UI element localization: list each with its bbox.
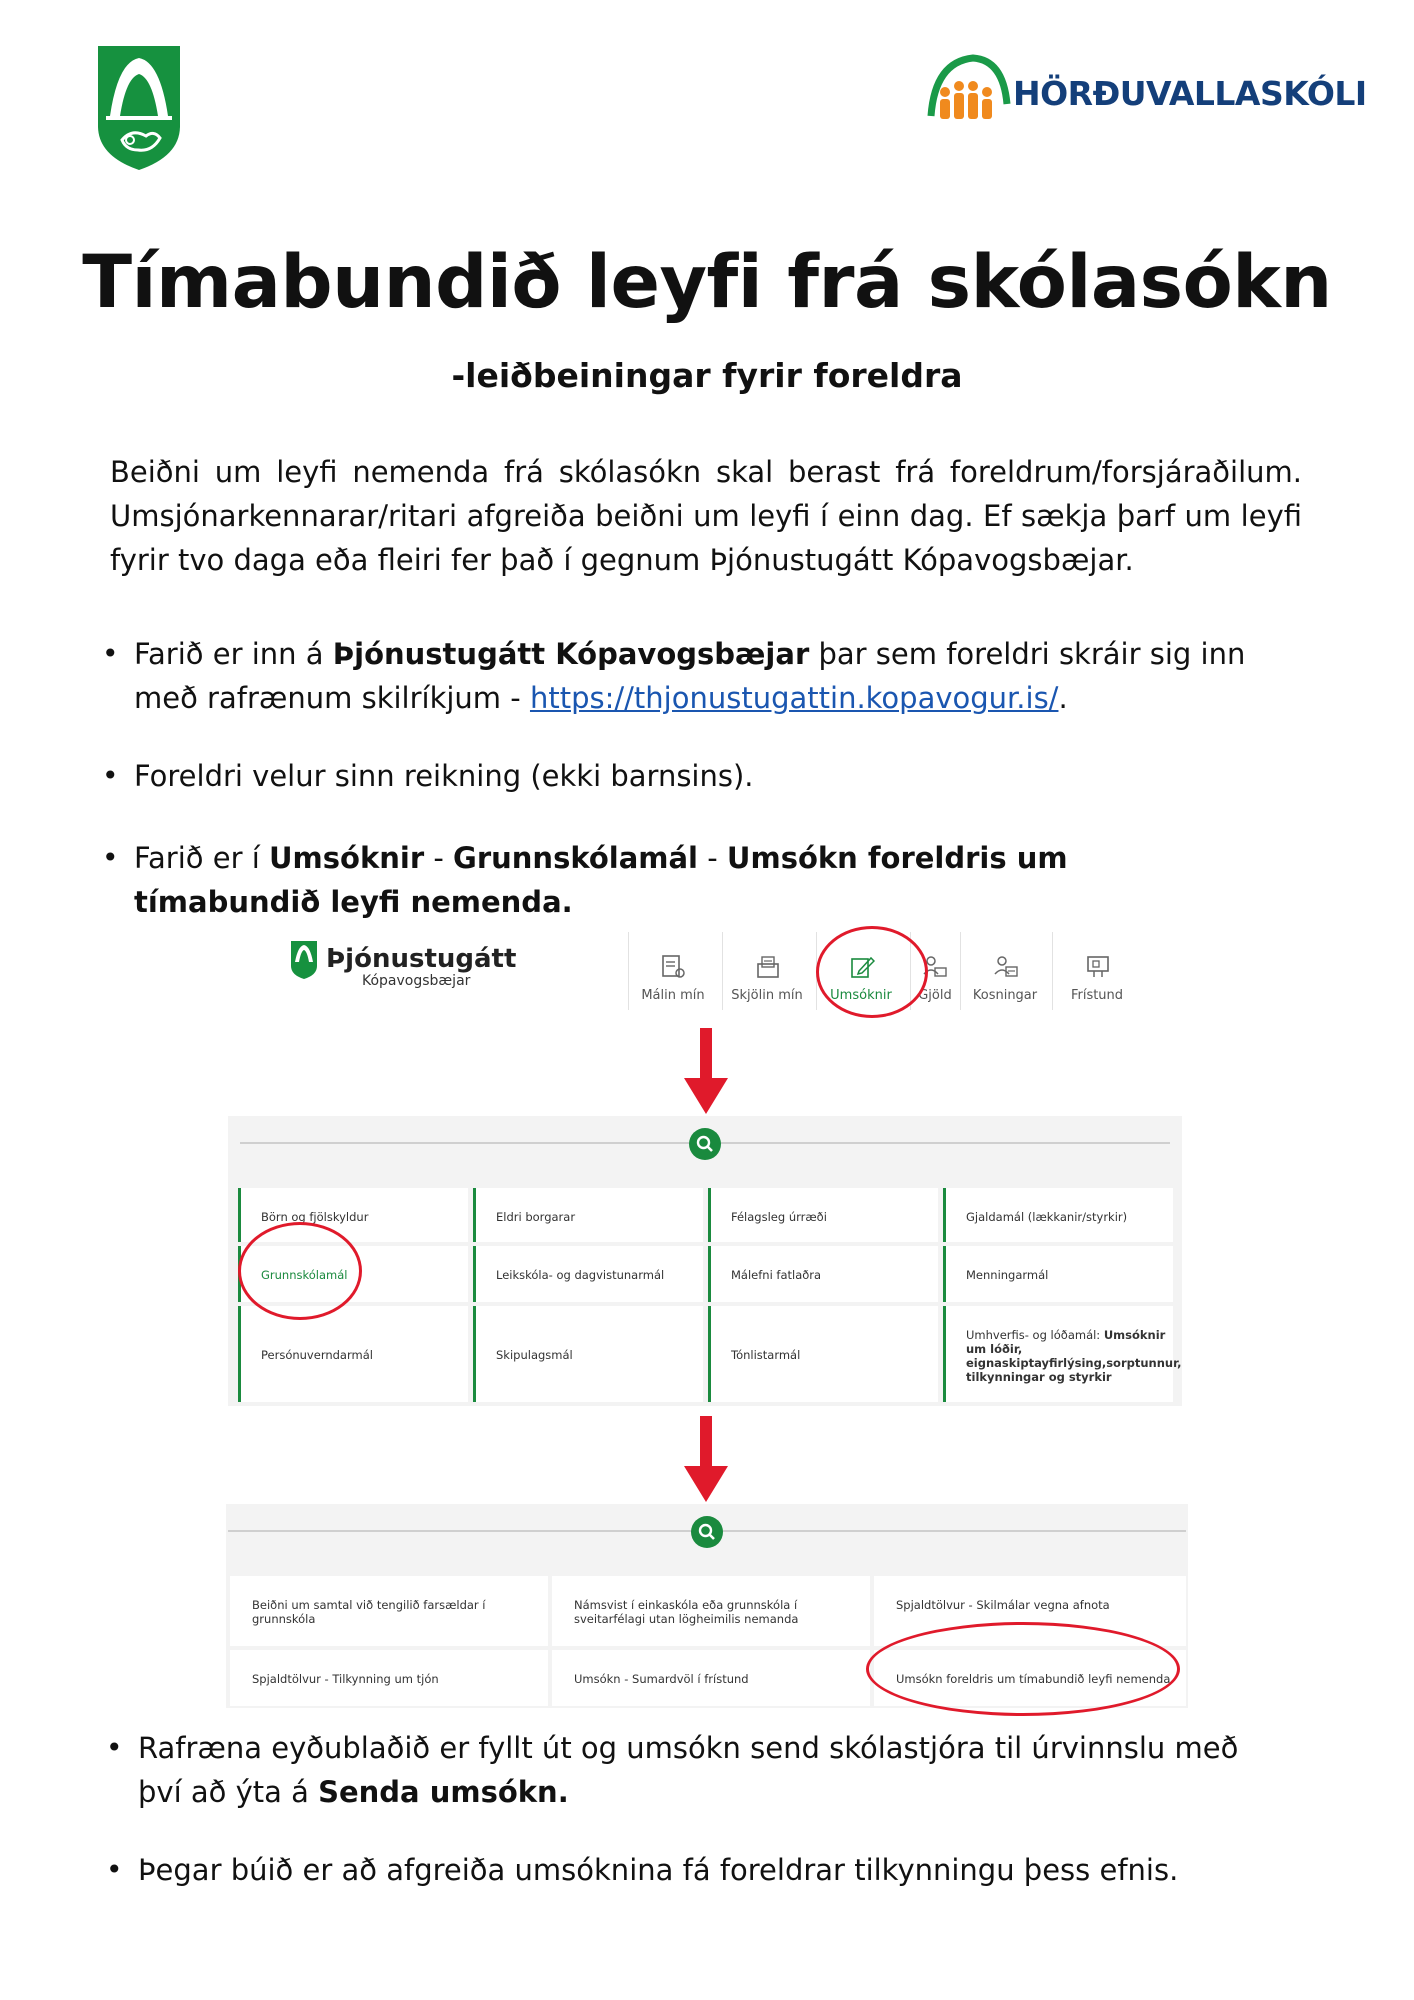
documents-icon [755,954,781,980]
category-grid-screenshot [228,1116,1182,1406]
nav-item-fristund[interactable] [1052,932,1141,1010]
form-label: Beiðni um samtal við tengilið farsældar í grunnskóla [252,1598,486,1626]
page-subtitle: -leiðbeiningar fyrir foreldra [451,356,963,395]
nav-item-umsoknir[interactable] [816,932,905,1010]
category-cell[interactable] [238,1188,468,1242]
search-button[interactable] [691,1516,723,1548]
bullet-text: Farið er inn á [134,637,333,671]
down-arrow-icon [684,1416,728,1502]
kopavogur-crest-icon [96,44,182,172]
bullet-text: - [698,841,727,875]
category-cell[interactable] [708,1306,938,1402]
bullet-bold: Umsókn foreldris um tímabundið leyfi nemenda. [134,841,1068,919]
category-cell[interactable] [238,1306,468,1402]
form-cell[interactable] [552,1576,870,1646]
nav-label: Umsóknir [830,988,892,1003]
form-label: Námsvist í einkaskóla eða grunnskóla í sveitarfélagi utan lögheimilis nemanda [574,1598,799,1626]
nav-label: Frístund [1070,988,1124,1003]
category-label: Skipulagsmál [496,1348,573,1362]
list-item [134,754,1284,798]
nav-item-gjold[interactable] [910,932,959,1010]
category-label: Gjaldamál (lækkanir/styrkir) [966,1210,1128,1224]
form-label: Spjaldtölvur - Tilkynning um tjón [252,1672,439,1686]
bullet-text: Foreldri velur sinn reikning (ekki barnsins). [134,759,754,793]
bullet-text: . [1058,681,1068,715]
category-label-normal: Umhverfis- og lóðamál: [966,1328,1104,1342]
portal-link[interactable]: https://thjonustugattin.kopavogur.is/ [529,681,1059,715]
category-label: Menningarmál [966,1268,1049,1282]
category-label: Grunnskólamál [261,1268,348,1282]
category-label: Leikskóla- og dagvistunarmál [496,1268,665,1282]
form-label: Spjaldtölvur - Skilmálar vegna afnota [896,1598,1110,1612]
list-item [138,1848,1288,1892]
list-item [138,1726,1248,1814]
category-cell[interactable] [473,1246,703,1302]
portal-logo-subtitle: Kópavogsbæjar [362,973,471,989]
category-label-bold: Umsóknir um lóðir, eignaskiptayfirlýsing,sorptunnur, tilkynningar og styrkir [966,1328,1182,1384]
category-label: Eldri borgarar [496,1210,576,1224]
form-cell[interactable] [230,1650,548,1706]
intro-paragraph: Beiðni um leyfi nemenda frá skólasókn skal berast frá foreldrum/forsjáraðilum. Umsjónarkennarar/ritari afgreiða beiðni um leyfi í einn dag. Ef sækja þarf um leyfi fyrir tvo daga eða fleiri fer það í gegnum Þjónustugátt Kópavogsbæjar. [110,455,1302,577]
bullet-bold: Þjónustugátt Kópavogsbæjar [332,637,810,671]
list-item [134,632,1284,720]
category-cell[interactable] [473,1306,703,1402]
category-cell[interactable] [943,1306,1182,1402]
category-label: Félagsleg úrræði [731,1210,827,1224]
bullet-text: Rafræna eyðublaðið er fyllt út og umsókn send skólastjóra til úrvinnslu með því að ýta á [138,1731,1239,1809]
bullet-bold: Senda umsókn. [318,1775,569,1809]
nav-label: Skjölin mín [731,988,803,1003]
bullet-bold: Umsóknir [269,841,425,875]
nav-label: Kosningar [972,988,1038,1003]
page-title: Tímabundið leyfi frá skólasókn [82,240,1332,325]
category-cell[interactable] [943,1246,1173,1302]
nav-label: Málin mín [641,988,705,1003]
search-icon [691,1516,723,1548]
down-arrow-icon [684,1028,728,1114]
bullet-text: Þegar búið er að afgreiða umsóknina fá foreldrar tilkynningu þess efnis. [138,1853,1179,1887]
category-cell[interactable] [943,1188,1173,1242]
category-cell[interactable] [473,1188,703,1242]
bullet-text: - [424,841,454,875]
elections-icon [993,954,1019,980]
category-cell-grunnskolamal[interactable] [238,1246,468,1302]
category-cell[interactable] [708,1246,938,1302]
forms-grid-screenshot [226,1504,1188,1708]
school-name: HÖRÐUVALLASKÓLI [1013,74,1367,113]
cases-icon [661,954,685,980]
bullet-bold: Grunnskólamál [453,841,699,875]
kopavogur-crest-icon [290,940,318,980]
category-label: Tónlistarmál [731,1348,801,1362]
portal-logo-title: Þjónustugátt [326,944,517,974]
form-label: Umsókn - Sumardvöl í frístund [574,1672,749,1686]
bullet-text: þar sem foreldri skráir sig inn með rafrænum skilríkjum - [134,637,1246,715]
category-label [966,1328,1182,1384]
nav-item-kosningar[interactable] [960,932,1049,1010]
list-item [134,836,1254,924]
form-label: Umsókn foreldris um tímabundið leyfi nemenda [896,1672,1171,1686]
form-cell-timabundid-leyfi[interactable] [874,1650,1186,1706]
category-label: Börn og fjölskyldur [261,1210,369,1224]
category-label: Málefni fatlaðra [731,1268,822,1282]
leisure-icon [1085,954,1111,980]
nav-item-skjolin-min[interactable] [722,932,811,1010]
search-button[interactable] [689,1128,721,1160]
bullet-text: Farið er í [134,841,269,875]
form-cell[interactable] [230,1576,548,1646]
form-cell[interactable] [552,1650,870,1706]
school-emblem-icon [925,54,1011,126]
portal-nav-screenshot [234,922,1168,1018]
form-cell[interactable] [874,1576,1186,1646]
school-logo [925,54,1367,126]
search-icon [689,1128,721,1160]
category-cell[interactable] [708,1188,938,1242]
fees-icon [922,954,948,980]
edit-form-icon [849,954,875,980]
nav-label: Gjöld [918,988,952,1003]
category-label: Persónuverndarmál [261,1348,373,1362]
nav-item-malin-min[interactable] [628,932,717,1010]
